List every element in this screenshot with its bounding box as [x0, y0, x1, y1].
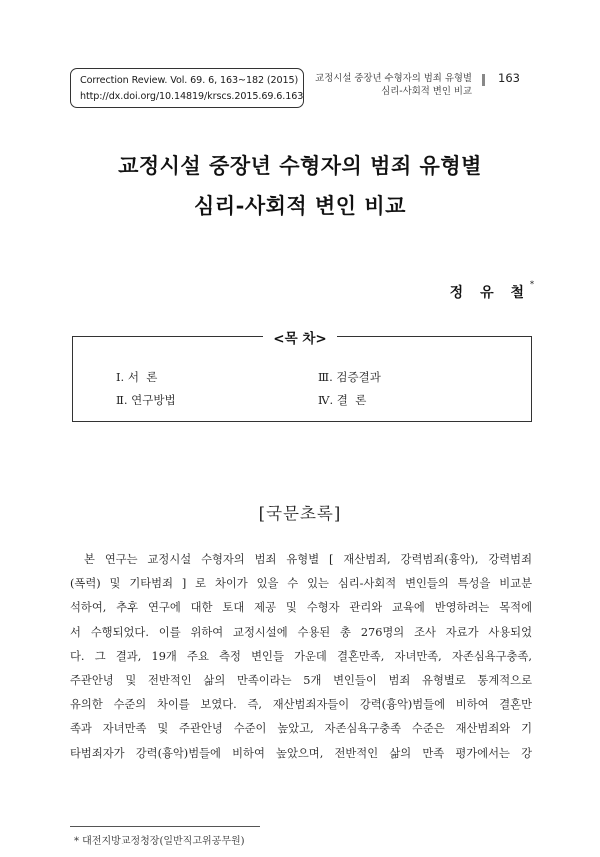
- abstract-line: (폭력) 및 기타범죄 ] 로 차이가 있을 수 있는 심리-사회적 변인들의 특성을 비교분: [70, 577, 532, 591]
- running-head-divider: [482, 74, 485, 86]
- abstract-line: 타범죄자가 강력(흉악)범들에 비하여 높았으며, 전반적인 삶의 만족 평가에서는 강: [70, 746, 532, 760]
- abstract-heading: [국문초록]: [258, 504, 342, 523]
- toc-title-text: <목 차>: [263, 331, 336, 347]
- author-name: [450, 282, 534, 302]
- page-number: 163: [498, 71, 520, 85]
- toc-item-conclusion: Ⅳ. 결 론: [318, 393, 367, 407]
- abstract-line: 족과 자녀만족 및 주관안녕 수준이 높았고, 자존심욕구충족 수준은 재산범죄와 기: [70, 722, 532, 736]
- paper-title-line-1: 교정시설 중장년 수형자의 범죄 유형별: [118, 153, 482, 178]
- toc-item-results: Ⅲ. 검증결과: [318, 370, 381, 384]
- abstract-line: 유의한 수준의 차이를 보였다. 즉, 재산범죄자들이 강력(흉악)범들에 비하여 결혼만: [70, 698, 532, 712]
- citation-journal: Correction Review. Vol. 69. 6, 163~182 (2015): [80, 75, 299, 86]
- running-head-line-1: 교정시설 중장년 수형자의 범죄 유형별: [315, 73, 472, 84]
- toc-title: [0, 327, 600, 347]
- author-affiliation-footnote: * 대전지방교정청장(일반직고위공무원): [74, 836, 245, 847]
- running-head-line-2: 심리-사회적 변인 비교: [381, 86, 472, 97]
- abstract-body: [70, 548, 532, 766]
- citation-doi-link[interactable]: http://dx.doi.org/10.14819/krscs.2015.69.6.163: [80, 91, 304, 102]
- toc-item-introduction: Ⅰ. 서 론: [116, 370, 158, 384]
- citation-box: [70, 68, 304, 108]
- abstract-line: 주관안녕 및 전반적인 삶의 만족이라는 5개 변인들이 범죄 유형별로 통계적으로: [70, 674, 532, 688]
- author-name-text: 정 유 철: [449, 285, 530, 301]
- running-head: [272, 72, 472, 98]
- abstract-line: 본 연구는 교정시설 수형자의 범죄 유형별 [ 재산범죄, 강력범죄(흉악), 강력범죄: [84, 553, 532, 566]
- abstract-line: 서 수행되었다. 이를 위하여 교정시설에 수용된 총 276명의 조사 자료가 사용되었: [70, 625, 532, 639]
- author-footnote-mark: *: [530, 280, 534, 289]
- footnote-divider: [70, 826, 260, 827]
- abstract-line: 다. 그 결과, 19개 주요 측정 변인들 가운데 결혼만족, 자녀만족, 자존심욕구충족,: [70, 649, 532, 663]
- abstract-line: 석하여, 추후 연구에 대한 토대 제공 및 수형자 관리와 교육에 반영하려는 목적에: [70, 601, 532, 615]
- toc-item-methods: Ⅱ. 연구방법: [116, 393, 176, 407]
- paper-title-line-2: 심리-사회적 변인 비교: [194, 193, 406, 218]
